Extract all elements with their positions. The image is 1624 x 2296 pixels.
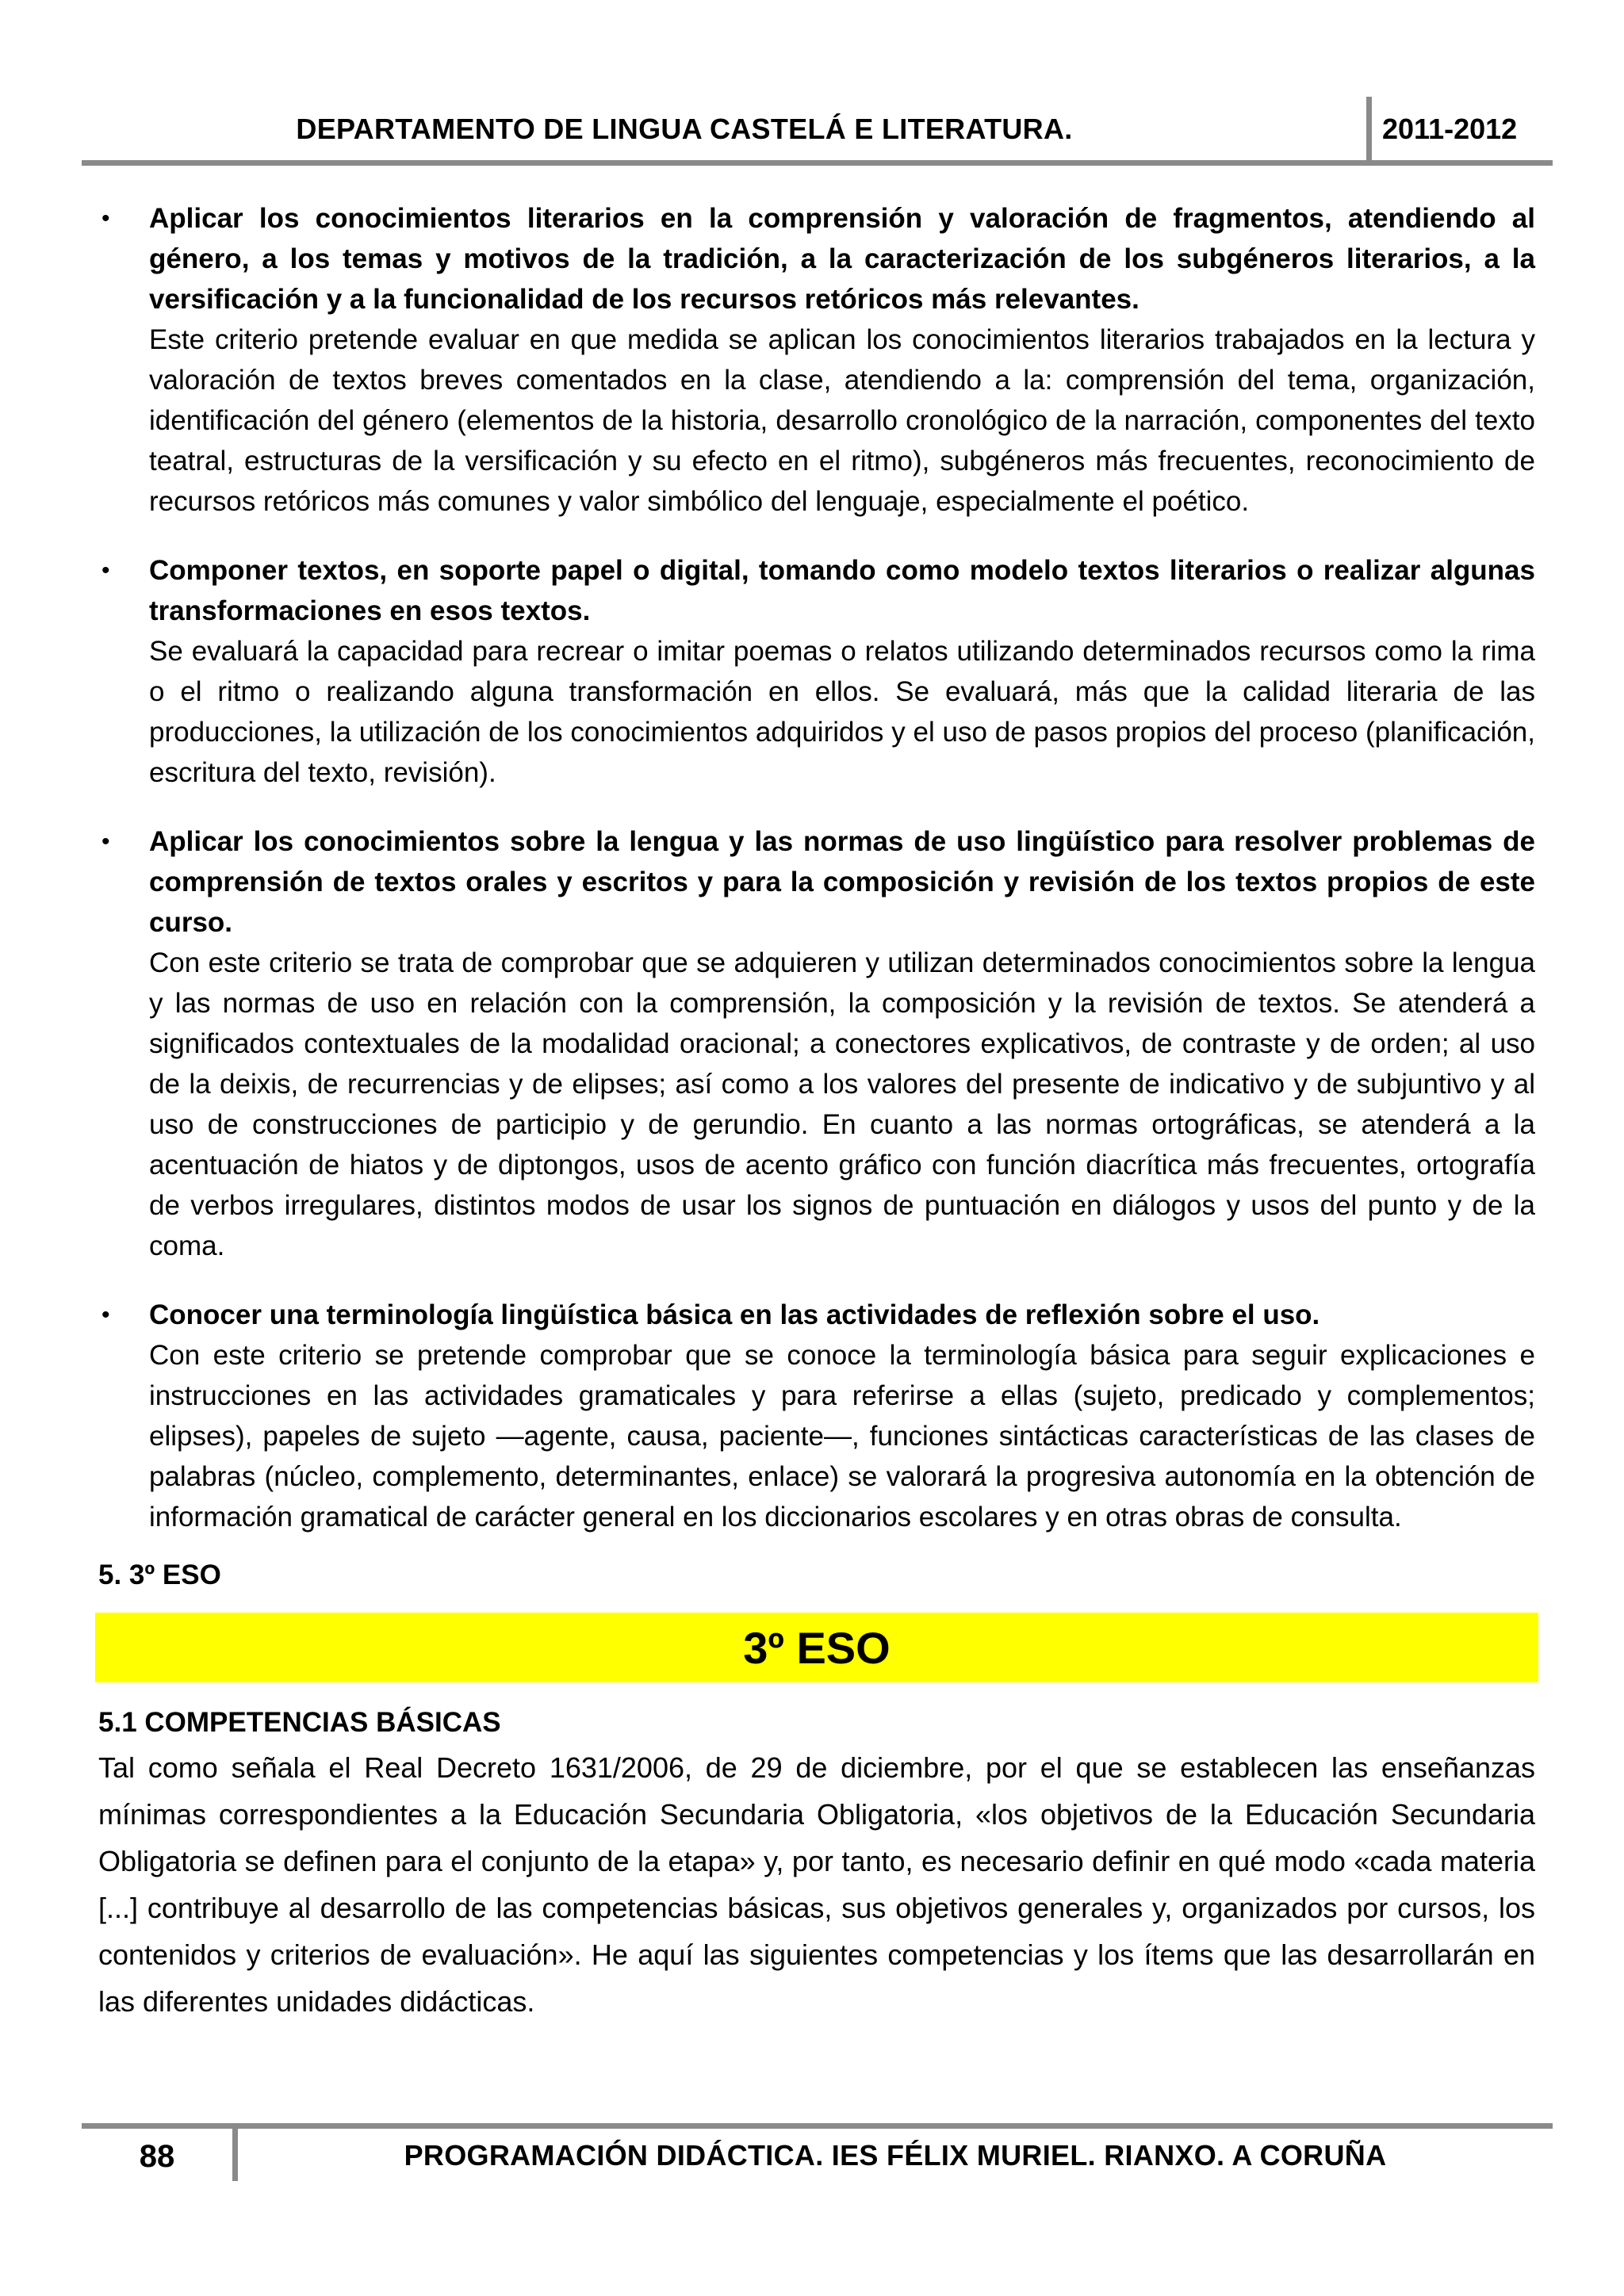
criterion-title: Aplicar los conocimientos sobre la lengua y las normas de uso lingüístico para resolver problemas de comprensión de textos orales y escritos y para la composición y revisión de los textos propios de este curso.	[149, 826, 1535, 938]
bullet-icon: •	[102, 557, 110, 584]
header-year: 2011-2012	[1382, 113, 1518, 145]
criterion-item	[98, 198, 1535, 522]
bullet-icon: •	[102, 828, 110, 855]
footer-divider	[232, 2129, 238, 2181]
criterion-title: Conocer una terminología lingüística básica en las actividades de reflexión sobre el uso.	[149, 1299, 1320, 1330]
criterion-item	[98, 550, 1535, 793]
intro-paragraph: Tal como señala el Real Decreto 1631/2006, de 29 de diciembre, por el que se establecen las enseñanzas mínimas correspondientes a la Educación Secundaria Obligatoria, «los objetivos de la Educación Secundaria Obligatoria se definen para el conjunto de la etapa» y, por tanto, es necesario definir en qué modo «cada materia [...] contribuye al desarrollo de las competencias básicas, sus objetivos generales y, organizados por cursos, los contenidos y criterios de evaluación». He aquí las siguientes competencias y los ítems que las desarrollarán en las diferentes unidades didácticas.	[98, 1751, 1535, 2018]
page-header	[82, 97, 1553, 160]
header-divider	[1366, 97, 1372, 160]
section-heading: 5. 3º ESO	[98, 1559, 221, 1590]
footer-rule	[82, 2123, 1553, 2129]
criterion-item	[98, 821, 1535, 1266]
header-rule	[82, 160, 1553, 166]
criterion-description: Con este criterio se trata de comprobar que se adquieren y utilizan determinados conocimientos sobre la lengua y las normas de uso en relación con la comprensión, la composición y la revisión de textos. Se atenderá a significados contextuales de la modalidad oracional; a conectores explicativos, de contraste y de orden; al uso de la deixis, de recurrencias y de elipses; así como a los valores del presente de indicativo y de subjuntivo y al uso de construcciones de participio y de gerundio. En cuanto a las normas ortográficas, se atenderá a la acentuación de hiatos y de diptongos, usos de acento gráfico con función diacrítica más frecuentes, ortografía de verbos irregulares, distintos modos de usar los signos de puntuación en diálogos y usos del punto y de la coma.	[149, 947, 1535, 1261]
criterion-description: Se evaluará la capacidad para recrear o imitar poemas o relatos utilizando determinados recursos como la rima o el ritmo o realizando alguna transformación en ellos. Se evaluará, más que la calidad literaria de las producciones, la utilización de los conocimientos adquiridos y el uso de pasos propios del proceso (planificación, escritura del texto, revisión).	[149, 636, 1535, 788]
page-content	[98, 198, 1535, 2025]
page-number: 88	[139, 2139, 175, 2174]
criterion-title: Aplicar los conocimientos literarios en la comprensión y valoración de fragmentos, atendiendo al género, a los temas y motivos de la tradición, a la caracterización de los subgéneros literarios, a la versificación y a la funcionalidad de los recursos retóricos más relevantes.	[149, 203, 1535, 315]
criterion-item	[98, 1295, 1535, 1537]
section-banner: 3º ESO	[95, 1613, 1538, 1682]
page-footer	[82, 2123, 1553, 2210]
footer-text: PROGRAMACIÓN DIDÁCTICA. IES FÉLIX MURIEL. RIANXO. A CORUÑA	[404, 2139, 1387, 2172]
bullet-icon: •	[102, 1302, 110, 1328]
criterion-title: Componer textos, en soporte papel o digital, tomando como modelo textos literarios o realizar algunas transformaciones en esos textos.	[149, 555, 1535, 626]
criterion-description: Con este criterio se pretende comprobar que se conoce la terminología básica para seguir explicaciones e instrucciones en las actividades gramaticales y para referirse a ellas (sujeto, predicado y complementos; elipses), papeles de sujeto —agente, causa, paciente—, funciones sintácticas características de las clases de palabras (núcleo, complemento, determinantes, enlace) se valorará la progresiva autonomía en la obtención de información gramatical de carácter general en los diccionarios escolares y en otras obras de consulta.	[149, 1340, 1535, 1533]
bullet-icon: •	[102, 205, 110, 232]
criterion-description: Este criterio pretende evaluar en que medida se aplican los conocimientos literarios trabajados en la lectura y valoración de textos breves comentados en la clase, atendiendo a la: comprensión del tema, organización, identificación del género (elementos de la historia, desarrollo cronológico de la narración, componentes del texto teatral, estructuras de la versificación y su efecto en el ritmo), subgéneros más frecuentes, reconocimiento de recursos retóricos más comunes y valor simbólico del lenguaje, especialmente el poético.	[149, 324, 1535, 517]
subsection-heading: 5.1 COMPETENCIAS BÁSICAS	[98, 1707, 501, 1738]
header-title: DEPARTAMENTO DE LINGUA CASTELÁ E LITERATURA.	[296, 113, 1073, 145]
